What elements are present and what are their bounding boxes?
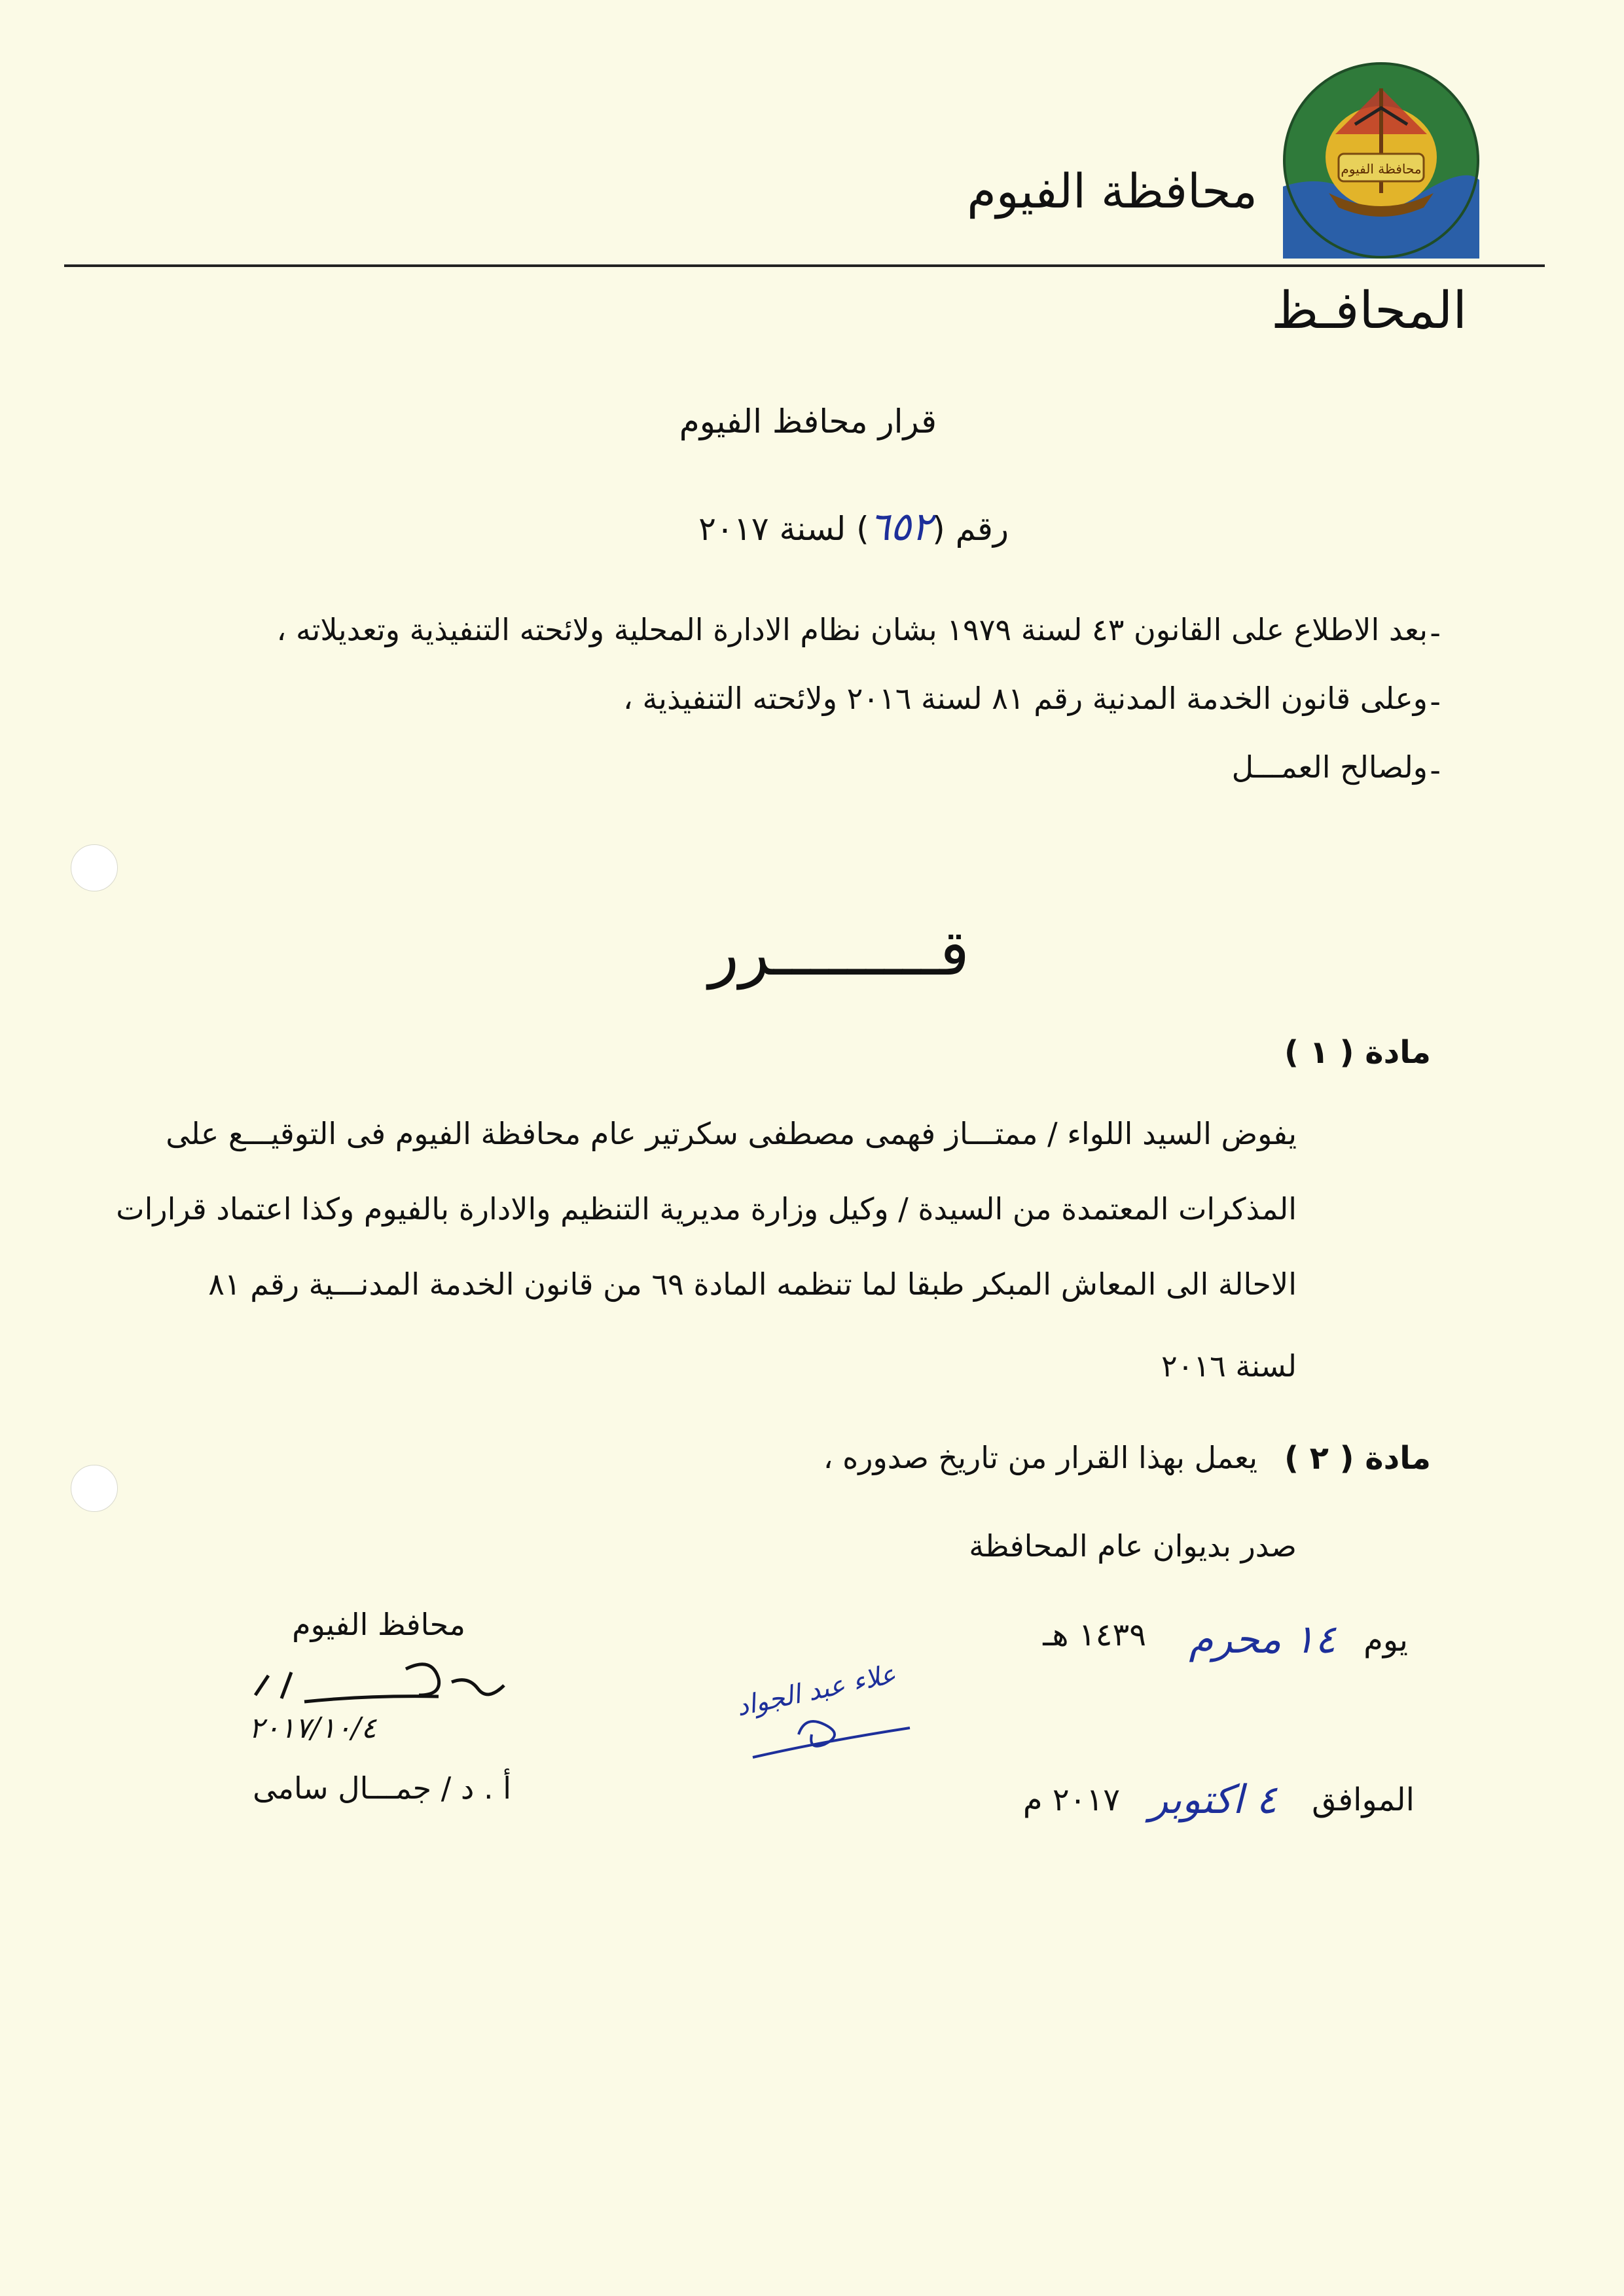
article-1-line: يفوض السيد اللواء / ممتـــاز فهمى مصطفى سكرتير عام محافظة الفيوم فى التوقيـــع على bbox=[166, 1116, 1297, 1151]
signatory-handwritten-date: ٢٠١٧/١٠/٤ bbox=[249, 1712, 377, 1745]
list-dash: - bbox=[1430, 615, 1441, 651]
handwritten-decision-number: ٦٥٢ bbox=[869, 504, 933, 550]
issued-statement: صدر بديوان عام المحافظة bbox=[969, 1528, 1297, 1564]
handwritten-gregorian-day: ٤ اكتوبر bbox=[1149, 1777, 1277, 1823]
decree-heading: قـــــــــرر bbox=[708, 916, 969, 990]
list-dash: - bbox=[1430, 753, 1441, 788]
list-dash: - bbox=[1430, 684, 1441, 719]
header-divider bbox=[64, 264, 1545, 267]
hijri-year: ١٤٣٩ هـ bbox=[1043, 1617, 1146, 1653]
signatory-name: أ . د / جمـــال سامى bbox=[253, 1770, 511, 1806]
preamble-item: بعد الاطلاع على القانون ٤٣ لسنة ١٩٧٩ بشان نظام الادارة المحلية ولائحته التنفيذية وتعديلاته ، bbox=[276, 612, 1428, 647]
hijri-date-label: يوم bbox=[1363, 1622, 1408, 1659]
handwritten-hijri-day: ١٤ محرم bbox=[1189, 1617, 1336, 1662]
article-1-line: الاحالة الى المعاش المبكر طبقا لما تنظمه المادة ٦٩ من قانون الخدمة المدنـــية رقم ٨١ bbox=[208, 1266, 1297, 1302]
office-title: المحافـظ bbox=[1271, 281, 1467, 340]
governorate-emblem-icon bbox=[1283, 62, 1479, 259]
preamble-item: ولصالح العمـــل bbox=[1231, 749, 1428, 785]
emblem-text: محافظة الفيوم bbox=[1341, 161, 1422, 177]
punch-hole bbox=[71, 1465, 118, 1512]
article-1-line: المذكرات المعتمدة من السيدة / وكيل وزارة مديرية التنظيم والادارة بالفيوم وكذا اعتماد قرارات bbox=[116, 1191, 1297, 1227]
signatory-title: محافظ الفيوم bbox=[292, 1607, 465, 1642]
decision-number-suffix: ) لسنة ٢٠١٧ bbox=[698, 510, 869, 548]
governorate-name: محافظة الفيوم bbox=[967, 164, 1257, 219]
article-1-line: لسنة ٢٠١٦ bbox=[1161, 1348, 1297, 1384]
article-1-heading: مادة ( ١ ) bbox=[1284, 1034, 1431, 1071]
decision-number-prefix: رقم ( bbox=[932, 510, 1009, 548]
punch-hole bbox=[71, 844, 118, 891]
decision-number bbox=[698, 504, 1009, 550]
gregorian-year: ٢٠١٧ م bbox=[1022, 1782, 1120, 1818]
witness-signature-icon bbox=[746, 1689, 916, 1767]
witness-name-handwritten: علاء عبد الجواد bbox=[734, 1659, 899, 1723]
article-2-text: يعمل بهذا القرار من تاريخ صدوره ، bbox=[823, 1440, 1257, 1475]
gregorian-date-label: الموافق bbox=[1312, 1782, 1415, 1818]
article-2-heading: مادة ( ٢ ) bbox=[1284, 1440, 1431, 1477]
preamble-item: وعلى قانون الخدمة المدنية رقم ٨١ لسنة ٢٠١٦ ولائحته التنفيذية ، bbox=[623, 681, 1428, 716]
decision-title: قرار محافظ الفيوم bbox=[679, 403, 937, 440]
